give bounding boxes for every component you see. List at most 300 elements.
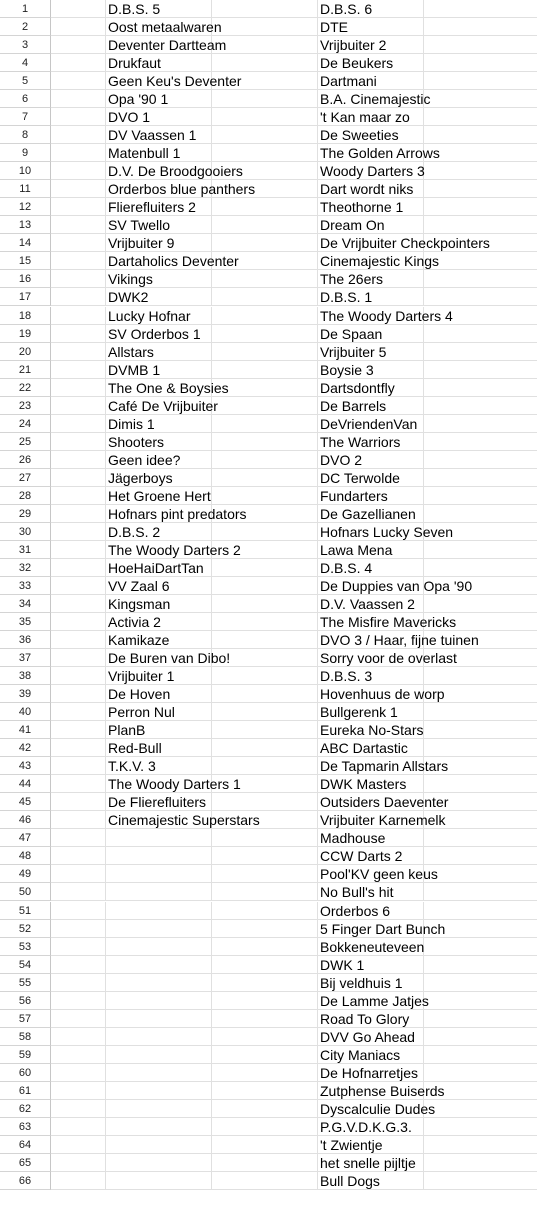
cell-a[interactable]	[51, 216, 106, 234]
row-header[interactable]: 40	[0, 703, 51, 721]
cell-e[interactable]	[424, 1046, 537, 1064]
row-header[interactable]: 64	[0, 1136, 51, 1154]
cell-e[interactable]	[424, 1118, 537, 1136]
cell-c[interactable]	[212, 847, 318, 865]
cell-c[interactable]	[212, 144, 318, 162]
cell-team-left[interactable]	[106, 559, 212, 577]
cell-a[interactable]	[51, 469, 106, 487]
cell-a[interactable]	[51, 379, 106, 397]
cell-a[interactable]	[51, 685, 106, 703]
row-header[interactable]: 1	[0, 0, 51, 18]
cell-team-left[interactable]	[106, 920, 212, 938]
row-header[interactable]: 12	[0, 198, 51, 216]
cell-a[interactable]	[51, 829, 106, 847]
cell-c[interactable]	[212, 451, 318, 469]
row-header[interactable]: 56	[0, 992, 51, 1010]
cell-team-right[interactable]	[318, 902, 424, 920]
cell-a[interactable]	[51, 1136, 106, 1154]
cell-a[interactable]	[51, 415, 106, 433]
cell-c[interactable]	[212, 920, 318, 938]
cell-team-left[interactable]	[106, 992, 212, 1010]
cell-e[interactable]	[424, 1136, 537, 1154]
cell-team-right[interactable]	[318, 1046, 424, 1064]
cell-c[interactable]	[212, 415, 318, 433]
cell-team-right[interactable]	[318, 307, 453, 325]
cell-a[interactable]	[51, 974, 106, 992]
cell-e[interactable]	[424, 36, 537, 54]
cell-c[interactable]	[212, 992, 318, 1010]
cell-e[interactable]	[424, 72, 537, 90]
cell-team-left[interactable]	[106, 270, 212, 288]
cell-team-right[interactable]	[318, 613, 457, 631]
row-header[interactable]: 8	[0, 126, 51, 144]
cell-a[interactable]	[51, 847, 106, 865]
cell-c[interactable]	[212, 288, 318, 306]
cell-team-right[interactable]	[318, 397, 424, 415]
cell-team-right[interactable]	[318, 270, 424, 288]
row-header[interactable]: 63	[0, 1118, 51, 1136]
cell-team-left[interactable]	[106, 0, 212, 18]
cell-team-left[interactable]	[106, 325, 212, 343]
cell-c[interactable]	[212, 631, 318, 649]
cell-team-left[interactable]	[106, 667, 212, 685]
cell-team-left[interactable]	[106, 487, 212, 505]
cell-c[interactable]	[212, 397, 318, 415]
row-header[interactable]: 10	[0, 162, 51, 180]
cell-e[interactable]	[424, 325, 537, 343]
cell-e[interactable]	[424, 487, 537, 505]
row-header[interactable]: 26	[0, 451, 51, 469]
cell-a[interactable]	[51, 198, 106, 216]
cell-a[interactable]	[51, 234, 106, 252]
cell-a[interactable]	[51, 1010, 106, 1028]
row-header[interactable]: 24	[0, 415, 51, 433]
cell-team-right[interactable]	[318, 1010, 424, 1028]
cell-team-right[interactable]	[318, 469, 424, 487]
cell-a[interactable]	[51, 649, 106, 667]
cell-team-right[interactable]	[318, 343, 424, 361]
cell-a[interactable]	[51, 956, 106, 974]
cell-team-left[interactable]	[106, 811, 260, 829]
cell-team-left[interactable]	[106, 126, 212, 144]
cell-a[interactable]	[51, 252, 106, 270]
cell-e[interactable]	[424, 180, 537, 198]
cell-a[interactable]	[51, 144, 106, 162]
cell-c[interactable]	[212, 613, 318, 631]
cell-a[interactable]	[51, 1082, 106, 1100]
row-header[interactable]: 17	[0, 288, 51, 306]
cell-team-right[interactable]	[318, 325, 424, 343]
cell-e[interactable]	[424, 775, 537, 793]
cell-team-right[interactable]	[318, 631, 479, 649]
cell-team-right[interactable]	[318, 757, 449, 775]
row-header[interactable]: 19	[0, 325, 51, 343]
cell-team-left[interactable]	[106, 54, 212, 72]
cell-a[interactable]	[51, 667, 106, 685]
cell-c[interactable]	[212, 18, 318, 36]
cell-team-left[interactable]	[106, 1136, 212, 1154]
cell-a[interactable]	[51, 126, 106, 144]
cell-c[interactable]	[212, 1028, 318, 1046]
cell-e[interactable]	[424, 541, 537, 559]
cell-e[interactable]	[424, 1010, 537, 1028]
row-header[interactable]: 13	[0, 216, 51, 234]
row-header[interactable]: 44	[0, 775, 51, 793]
row-header[interactable]: 35	[0, 613, 51, 631]
cell-team-right[interactable]	[318, 992, 429, 1010]
cell-a[interactable]	[51, 72, 106, 90]
cell-team-left[interactable]	[106, 703, 212, 721]
row-header[interactable]: 25	[0, 433, 51, 451]
cell-team-left[interactable]	[106, 433, 212, 451]
cell-team-left[interactable]	[106, 1082, 212, 1100]
cell-a[interactable]	[51, 433, 106, 451]
cell-team-left[interactable]	[106, 956, 212, 974]
cell-team-right[interactable]	[318, 487, 424, 505]
row-header[interactable]: 15	[0, 252, 51, 270]
row-header[interactable]: 31	[0, 541, 51, 559]
cell-a[interactable]	[51, 487, 106, 505]
cell-team-left[interactable]	[106, 902, 212, 920]
cell-c[interactable]	[212, 721, 318, 739]
cell-a[interactable]	[51, 1154, 106, 1172]
cell-team-left[interactable]	[106, 1118, 212, 1136]
row-header[interactable]: 61	[0, 1082, 51, 1100]
cell-c[interactable]	[212, 126, 318, 144]
cell-team-left[interactable]	[106, 739, 212, 757]
row-header[interactable]: 39	[0, 685, 51, 703]
cell-c[interactable]	[212, 902, 318, 920]
cell-team-right[interactable]	[318, 1100, 436, 1118]
cell-e[interactable]	[424, 252, 537, 270]
cell-e[interactable]	[424, 379, 537, 397]
cell-team-left[interactable]	[106, 216, 212, 234]
row-header[interactable]: 18	[0, 307, 51, 325]
cell-c[interactable]	[212, 108, 318, 126]
cell-team-left[interactable]	[106, 721, 212, 739]
cell-team-left[interactable]	[106, 938, 212, 956]
cell-team-right[interactable]	[318, 90, 431, 108]
cell-team-right[interactable]	[318, 956, 424, 974]
cell-team-right[interactable]	[318, 1118, 424, 1136]
cell-team-right[interactable]	[318, 72, 424, 90]
cell-a[interactable]	[51, 108, 106, 126]
row-header[interactable]: 2	[0, 18, 51, 36]
cell-a[interactable]	[51, 18, 106, 36]
row-header[interactable]: 57	[0, 1010, 51, 1028]
cell-e[interactable]	[424, 1172, 537, 1190]
cell-team-left[interactable]	[106, 307, 212, 325]
row-header[interactable]: 65	[0, 1154, 51, 1172]
row-header[interactable]: 22	[0, 379, 51, 397]
cell-team-right[interactable]	[318, 18, 424, 36]
cell-a[interactable]	[51, 270, 106, 288]
row-header[interactable]: 53	[0, 938, 51, 956]
cell-a[interactable]	[51, 577, 106, 595]
cell-c[interactable]	[212, 1154, 318, 1172]
cell-e[interactable]	[424, 451, 537, 469]
cell-team-right[interactable]	[318, 595, 424, 613]
cell-team-left[interactable]	[106, 613, 212, 631]
cell-team-left[interactable]	[106, 685, 212, 703]
cell-team-right[interactable]	[318, 1064, 424, 1082]
cell-team-left[interactable]	[106, 631, 212, 649]
cell-c[interactable]	[212, 703, 318, 721]
cell-a[interactable]	[51, 505, 106, 523]
cell-team-left[interactable]	[106, 595, 212, 613]
cell-team-left[interactable]	[106, 974, 212, 992]
cell-team-right[interactable]	[318, 667, 424, 685]
cell-team-right[interactable]	[318, 1172, 424, 1190]
row-header[interactable]: 6	[0, 90, 51, 108]
cell-e[interactable]	[424, 18, 537, 36]
cell-c[interactable]	[212, 667, 318, 685]
row-header[interactable]: 52	[0, 920, 51, 938]
cell-e[interactable]	[424, 902, 537, 920]
cell-team-left[interactable]	[106, 1046, 212, 1064]
cell-a[interactable]	[51, 325, 106, 343]
cell-e[interactable]	[424, 343, 537, 361]
cell-team-left[interactable]	[106, 361, 212, 379]
cell-a[interactable]	[51, 361, 106, 379]
cell-c[interactable]	[212, 956, 318, 974]
row-header[interactable]: 49	[0, 865, 51, 883]
row-header[interactable]: 27	[0, 469, 51, 487]
cell-team-right[interactable]	[318, 216, 424, 234]
cell-e[interactable]	[424, 144, 537, 162]
row-header[interactable]: 29	[0, 505, 51, 523]
cell-team-right[interactable]	[318, 1136, 424, 1154]
cell-team-left[interactable]	[106, 1064, 212, 1082]
cell-e[interactable]	[424, 703, 537, 721]
cell-team-right[interactable]	[318, 234, 490, 252]
cell-team-left[interactable]	[106, 1172, 212, 1190]
cell-team-left[interactable]	[106, 198, 212, 216]
cell-team-left[interactable]	[106, 847, 212, 865]
cell-team-right[interactable]	[318, 559, 424, 577]
row-header[interactable]: 45	[0, 793, 51, 811]
cell-team-right[interactable]	[318, 920, 446, 938]
cell-team-right[interactable]	[318, 541, 424, 559]
row-header[interactable]: 11	[0, 180, 51, 198]
row-header[interactable]: 59	[0, 1046, 51, 1064]
row-header[interactable]: 30	[0, 523, 51, 541]
cell-a[interactable]	[51, 343, 106, 361]
row-header[interactable]: 34	[0, 595, 51, 613]
cell-a[interactable]	[51, 793, 106, 811]
cell-c[interactable]	[212, 1046, 318, 1064]
cell-a[interactable]	[51, 559, 106, 577]
row-header[interactable]: 60	[0, 1064, 51, 1082]
row-header[interactable]: 4	[0, 54, 51, 72]
cell-c[interactable]	[212, 469, 318, 487]
cell-e[interactable]	[424, 361, 537, 379]
cell-c[interactable]	[212, 577, 318, 595]
cell-e[interactable]	[424, 397, 537, 415]
row-header[interactable]: 21	[0, 361, 51, 379]
row-header[interactable]: 32	[0, 559, 51, 577]
cell-c[interactable]	[212, 198, 318, 216]
cell-team-right[interactable]	[318, 198, 424, 216]
cell-team-left[interactable]	[106, 1028, 212, 1046]
cell-team-right[interactable]	[318, 865, 438, 883]
cell-team-right[interactable]	[318, 1082, 445, 1100]
cell-c[interactable]	[212, 793, 318, 811]
cell-a[interactable]	[51, 721, 106, 739]
row-header[interactable]: 50	[0, 883, 51, 901]
cell-a[interactable]	[51, 703, 106, 721]
cell-team-left[interactable]	[106, 451, 212, 469]
cell-c[interactable]	[212, 739, 318, 757]
row-header[interactable]: 36	[0, 631, 51, 649]
cell-a[interactable]	[51, 288, 106, 306]
cell-e[interactable]	[424, 198, 537, 216]
cell-team-left[interactable]	[106, 162, 243, 180]
row-header[interactable]: 43	[0, 757, 51, 775]
cell-team-right[interactable]	[318, 144, 440, 162]
cell-team-left[interactable]	[106, 505, 247, 523]
cell-c[interactable]	[212, 974, 318, 992]
cell-e[interactable]	[424, 288, 537, 306]
cell-c[interactable]	[212, 685, 318, 703]
row-header[interactable]: 37	[0, 649, 51, 667]
cell-team-left[interactable]	[106, 72, 242, 90]
cell-team-right[interactable]	[318, 883, 424, 901]
row-header[interactable]: 14	[0, 234, 51, 252]
row-header[interactable]: 16	[0, 270, 51, 288]
cell-e[interactable]	[424, 1154, 537, 1172]
cell-e[interactable]	[424, 974, 537, 992]
row-header[interactable]: 23	[0, 397, 51, 415]
cell-team-left[interactable]	[106, 343, 212, 361]
cell-team-right[interactable]	[318, 1028, 424, 1046]
row-header[interactable]: 54	[0, 956, 51, 974]
cell-team-right[interactable]	[318, 162, 424, 180]
cell-c[interactable]	[212, 433, 318, 451]
cell-team-right[interactable]	[318, 685, 445, 703]
cell-a[interactable]	[51, 36, 106, 54]
cell-a[interactable]	[51, 775, 106, 793]
cell-team-right[interactable]	[318, 36, 424, 54]
cell-c[interactable]	[212, 325, 318, 343]
row-header[interactable]: 58	[0, 1028, 51, 1046]
cell-e[interactable]	[424, 90, 537, 108]
cell-team-left[interactable]	[106, 1154, 212, 1172]
cell-team-left[interactable]	[106, 1100, 212, 1118]
cell-a[interactable]	[51, 902, 106, 920]
row-header[interactable]: 42	[0, 739, 51, 757]
cell-team-right[interactable]	[318, 775, 424, 793]
cell-a[interactable]	[51, 180, 106, 198]
cell-a[interactable]	[51, 1100, 106, 1118]
row-header[interactable]: 55	[0, 974, 51, 992]
cell-a[interactable]	[51, 1046, 106, 1064]
cell-a[interactable]	[51, 397, 106, 415]
row-header[interactable]: 48	[0, 847, 51, 865]
cell-a[interactable]	[51, 631, 106, 649]
cell-team-right[interactable]	[318, 451, 424, 469]
cell-c[interactable]	[212, 1100, 318, 1118]
cell-team-left[interactable]	[106, 757, 212, 775]
cell-e[interactable]	[424, 938, 537, 956]
cell-team-left[interactable]	[106, 793, 212, 811]
cell-team-left[interactable]	[106, 36, 227, 54]
cell-c[interactable]	[212, 36, 318, 54]
cell-c[interactable]	[212, 829, 318, 847]
cell-a[interactable]	[51, 523, 106, 541]
cell-team-right[interactable]	[318, 721, 424, 739]
row-header[interactable]: 28	[0, 487, 51, 505]
cell-c[interactable]	[212, 54, 318, 72]
cell-team-left[interactable]	[106, 108, 212, 126]
cell-e[interactable]	[424, 415, 537, 433]
cell-c[interactable]	[212, 1136, 318, 1154]
cell-e[interactable]	[424, 126, 537, 144]
cell-a[interactable]	[51, 1028, 106, 1046]
cell-c[interactable]	[212, 90, 318, 108]
cell-team-right[interactable]	[318, 252, 440, 270]
cell-e[interactable]	[424, 1028, 537, 1046]
cell-team-left[interactable]	[106, 577, 212, 595]
cell-c[interactable]	[212, 559, 318, 577]
cell-c[interactable]	[212, 234, 318, 252]
cell-a[interactable]	[51, 54, 106, 72]
cell-a[interactable]	[51, 451, 106, 469]
cell-c[interactable]	[212, 0, 318, 18]
cell-team-left[interactable]	[106, 649, 231, 667]
cell-team-right[interactable]	[318, 974, 424, 992]
cell-team-right[interactable]	[318, 415, 424, 433]
cell-team-left[interactable]	[106, 883, 212, 901]
cell-c[interactable]	[212, 487, 318, 505]
row-header[interactable]: 7	[0, 108, 51, 126]
cell-a[interactable]	[51, 1172, 106, 1190]
cell-team-right[interactable]	[318, 793, 449, 811]
cell-team-right[interactable]	[318, 505, 424, 523]
row-header[interactable]: 20	[0, 343, 51, 361]
cell-e[interactable]	[424, 433, 537, 451]
cell-c[interactable]	[212, 270, 318, 288]
row-header[interactable]: 41	[0, 721, 51, 739]
cell-team-right[interactable]	[318, 433, 424, 451]
cell-team-left[interactable]	[106, 397, 218, 415]
cell-e[interactable]	[424, 1064, 537, 1082]
cell-a[interactable]	[51, 595, 106, 613]
cell-a[interactable]	[51, 1064, 106, 1082]
cell-e[interactable]	[424, 108, 537, 126]
cell-c[interactable]	[212, 757, 318, 775]
cell-c[interactable]	[212, 523, 318, 541]
cell-c[interactable]	[212, 1010, 318, 1028]
row-header[interactable]: 51	[0, 902, 51, 920]
cell-a[interactable]	[51, 938, 106, 956]
cell-c[interactable]	[212, 1118, 318, 1136]
cell-c[interactable]	[212, 1082, 318, 1100]
cell-a[interactable]	[51, 541, 106, 559]
cell-team-right[interactable]	[318, 649, 457, 667]
cell-team-left[interactable]	[106, 829, 212, 847]
cell-a[interactable]	[51, 0, 106, 18]
cell-a[interactable]	[51, 1118, 106, 1136]
cell-a[interactable]	[51, 162, 106, 180]
cell-c[interactable]	[212, 216, 318, 234]
cell-team-right[interactable]	[318, 288, 424, 306]
cell-e[interactable]	[424, 829, 537, 847]
cell-team-left[interactable]	[106, 379, 229, 397]
cell-team-right[interactable]	[318, 1154, 424, 1172]
cell-e[interactable]	[424, 54, 537, 72]
cell-e[interactable]	[424, 739, 537, 757]
